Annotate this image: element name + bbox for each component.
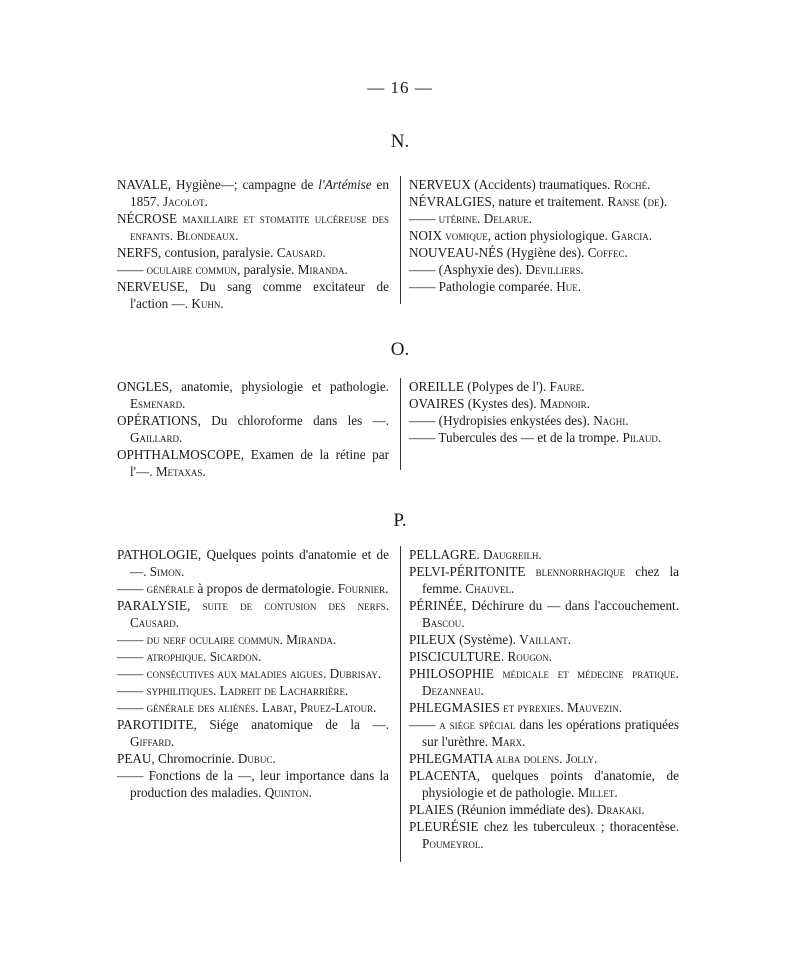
entry-author: Jacolot.	[162, 194, 208, 209]
index-entry	[409, 378, 679, 395]
entry-author: Hue.	[556, 279, 582, 294]
section-o-left-column	[117, 378, 389, 480]
entry-author: Roché.	[613, 177, 651, 192]
entry-author: Coffec.	[587, 245, 628, 260]
entry-author: Poumeyrol.	[422, 836, 484, 851]
entry-author: Dezanneau.	[422, 683, 484, 698]
index-entry	[117, 716, 389, 750]
index-entry	[409, 261, 679, 278]
entry-author: Devilliers.	[525, 262, 584, 277]
entry-subheading: médicale et médecine pratique.	[502, 666, 679, 681]
entry-heading: PHILOSOPHIE	[409, 666, 503, 681]
entry-heading: ——	[117, 666, 147, 681]
entry-heading: —— (Hydropisies enkystées des).	[409, 413, 594, 428]
entry-author: Jolly.	[562, 751, 598, 766]
entry-author: Millet.	[577, 785, 618, 800]
index-entry	[117, 446, 389, 480]
index-entry	[409, 699, 679, 716]
entry-author: Vaillant.	[519, 632, 572, 647]
entry-heading: —— Fonctions de la —, leur importance dans la production des maladies.	[117, 768, 389, 800]
entry-author: Labat, Pruez-Latour.	[258, 700, 377, 715]
index-entry	[117, 176, 389, 210]
entry-heading: ——	[117, 649, 147, 664]
entry-heading: PELLAGRE.	[409, 547, 483, 562]
index-entry	[117, 597, 389, 631]
entry-author: Simon.	[149, 564, 185, 579]
entry-author: Mauvezin.	[563, 700, 623, 715]
entry-author: Esmenard.	[130, 396, 186, 411]
entry-heading: NERFS, contusion, paralysie.	[117, 245, 277, 260]
entry-text: paralysie.	[240, 262, 298, 277]
entry-author: Quinton.	[264, 785, 312, 800]
entry-subheading: syphilitiques.	[146, 683, 217, 698]
column-divider	[400, 176, 401, 304]
index-entry	[117, 278, 389, 312]
entry-heading: NERVEUSE, Du sang comme excitateur de l'action —.	[117, 279, 389, 311]
entry-author: Miranda.	[297, 262, 348, 277]
entry-heading: NÉVRALGIES, nature et traitement.	[409, 194, 608, 209]
index-entry	[409, 716, 679, 750]
entry-subheading: suite de contusion des nerfs.	[202, 598, 389, 613]
entry-heading: NÉCROSE	[117, 211, 183, 226]
entry-subheading: et pyrexies.	[503, 700, 564, 715]
entry-author: Naghi.	[593, 413, 629, 428]
entry-subheading: atrophique.	[146, 649, 207, 664]
index-entry	[117, 210, 389, 244]
section-o	[117, 378, 682, 479]
section-p-right-column	[409, 546, 679, 852]
index-entry	[117, 750, 389, 767]
entry-heading: PLACENTA, quelques points d'anatomie, de physiologie et de pathologie.	[409, 768, 679, 800]
index-entry	[117, 699, 389, 716]
entry-author: Causard.	[130, 615, 180, 630]
page-number: — 16 —	[367, 78, 433, 97]
entry-heading: PILEUX (Système).	[409, 632, 520, 647]
entry-heading: ONGLES, anatomie, physiologie et pathologie.	[117, 379, 389, 394]
index-entry	[409, 176, 679, 193]
entry-text: , action physiologique.	[487, 228, 612, 243]
entry-heading: —— (Asphyxie des).	[409, 262, 526, 277]
entry-author: Chauvel.	[465, 581, 515, 596]
section-n-left-column	[117, 176, 389, 312]
entry-author: Daugreilh.	[483, 547, 542, 562]
entry-subheading: utérine.	[438, 211, 481, 226]
entry-heading: ——	[117, 632, 147, 647]
section-letter-o: O.	[390, 339, 410, 360]
entry-heading: ——	[117, 683, 147, 698]
section-p-left-column	[117, 546, 389, 801]
entry-heading: —— Pathologie comparée.	[409, 279, 557, 294]
index-entry	[117, 378, 389, 412]
entry-author: Gaillard.	[130, 430, 183, 445]
entry-author: Fournier.	[337, 581, 389, 596]
index-entry	[117, 648, 389, 665]
entry-heading: OREILLE (Polypes de l').	[409, 379, 550, 394]
entry-author: Kuhn.	[191, 296, 224, 311]
entry-author: Madnoir.	[539, 396, 590, 411]
index-entry	[409, 412, 679, 429]
section-letter-n: N.	[390, 131, 410, 152]
index-entry	[409, 429, 679, 446]
index-entry	[117, 682, 389, 699]
entry-heading: ——	[409, 717, 440, 732]
entry-author: Causard.	[276, 245, 326, 260]
entry-text: chez la femme.	[422, 564, 680, 596]
entry-author: Marx.	[491, 734, 526, 749]
entry-heading: NAVALE, Hygiène—; campagne de	[117, 177, 319, 192]
entry-author: Rougon.	[507, 649, 553, 664]
entry-heading: PARALYSIE,	[117, 598, 203, 613]
entry-heading: PLAIES (Réunion immédiate des).	[409, 802, 597, 817]
entry-text: à propos de dermatologie.	[194, 581, 338, 596]
index-entry	[409, 244, 679, 261]
entry-subheading: a siége spécial	[439, 717, 516, 732]
entry-subheading: alba dolens.	[495, 751, 563, 766]
entry-author: Bascou.	[422, 615, 465, 630]
entry-heading: NOIX	[409, 228, 446, 243]
entry-author: Ranse (de).	[607, 194, 668, 209]
entry-heading: NOUVEAU-NÉS (Hygiène des).	[409, 245, 588, 260]
entry-author: Faure.	[549, 379, 585, 394]
index-entry	[117, 412, 389, 446]
index-entry	[409, 278, 679, 295]
index-entry	[117, 665, 389, 682]
entry-text: en 1857.	[130, 177, 390, 209]
index-entry	[409, 597, 679, 631]
entry-heading: PATHOLOGIE, Quelques points d'anatomie et de—.	[117, 547, 389, 579]
entry-subheading: maxillaire et stomatite ulcéreuse des enfants.	[130, 211, 389, 243]
column-divider	[400, 546, 401, 862]
section-p	[117, 546, 682, 862]
entry-author: Blondeaux.	[173, 228, 239, 243]
index-entry	[409, 631, 679, 648]
index-entry	[117, 580, 389, 597]
entry-heading: OPHTHALMOSCOPE, Examen de la rétine par l'—.	[117, 447, 389, 479]
entry-heading: ——	[409, 211, 439, 226]
index-entry	[409, 193, 679, 210]
section-n	[117, 176, 682, 311]
index-entry	[409, 665, 679, 699]
entry-author: Garcia.	[611, 228, 653, 243]
entry-author: Sicardon.	[206, 649, 262, 664]
entry-author: Pilaud.	[622, 430, 662, 445]
entry-heading: ——	[117, 700, 147, 715]
index-entry	[409, 648, 679, 665]
entry-subheading: vomique	[445, 228, 488, 243]
index-entry	[117, 261, 389, 278]
section-letter-p: P.	[393, 510, 407, 531]
index-entry	[117, 631, 389, 648]
index-entry	[409, 546, 679, 563]
entry-author: Metaxas.	[155, 464, 206, 479]
entry-author: Dubrisay.	[326, 666, 382, 681]
entry-author: Delarue.	[480, 211, 533, 226]
entry-author: Dubuc.	[237, 751, 276, 766]
entry-subheading: générale des aliénés.	[146, 700, 259, 715]
section-o-right-column	[409, 378, 679, 446]
entry-heading: PHLEGMATIA	[409, 751, 496, 766]
index-entry	[409, 563, 679, 597]
index-entry	[409, 801, 679, 818]
entry-heading: PEAU, Chromocrinie.	[117, 751, 238, 766]
entry-heading: PELVI-PÉRITONITE	[409, 564, 536, 579]
index-entry	[409, 750, 679, 767]
entry-heading: ——	[117, 581, 147, 596]
entry-author: Giffard.	[130, 734, 175, 749]
entry-heading: OPÉRATIONS, Du chloroforme dans les —.	[117, 413, 389, 428]
entry-heading: PAROTIDITE, Siége anatomique de la —.	[117, 717, 389, 732]
index-entry	[117, 546, 389, 580]
entry-heading: PÉRINÉE, Déchirure du — dans l'accouchement.	[409, 598, 679, 613]
entry-italic-text: l'Artémise	[318, 177, 372, 192]
index-entry	[409, 395, 679, 412]
entry-heading: PHLEGMASIES	[409, 700, 504, 715]
index-entry	[409, 818, 679, 852]
entry-heading: NERVEUX (Accidents) traumatiques.	[409, 177, 614, 192]
index-entry	[409, 767, 679, 801]
entry-subheading: consécutives aux maladies aigues.	[146, 666, 327, 681]
column-divider	[400, 378, 401, 470]
entry-subheading: du nerf oculaire commun.	[146, 632, 283, 647]
index-entry	[117, 767, 389, 801]
index-entry	[409, 227, 679, 244]
entry-subheading: oculaire commun,	[146, 262, 241, 277]
entry-heading: PISCICULTURE.	[409, 649, 508, 664]
entry-heading: —— Tubercules des — et de la trompe.	[409, 430, 623, 445]
section-n-right-column	[409, 176, 679, 295]
entry-heading: ——	[117, 262, 147, 277]
entry-author: Drakaki.	[596, 802, 645, 817]
entry-text: dans les opérations pratiquées sur l'urèthre.	[422, 717, 679, 749]
entry-subheading: blennorrhagique	[535, 564, 626, 579]
index-entry	[117, 244, 389, 261]
entry-author: Ladreit de Lacharrière.	[216, 683, 349, 698]
index-entry	[409, 210, 679, 227]
entry-subheading: générale	[146, 581, 195, 596]
entry-heading: PLEURÉSIE chez les tuberculeux ; thoracentèse.	[409, 819, 679, 834]
entry-author: Miranda.	[282, 632, 337, 647]
entry-heading: OVAIRES (Kystes des).	[409, 396, 540, 411]
